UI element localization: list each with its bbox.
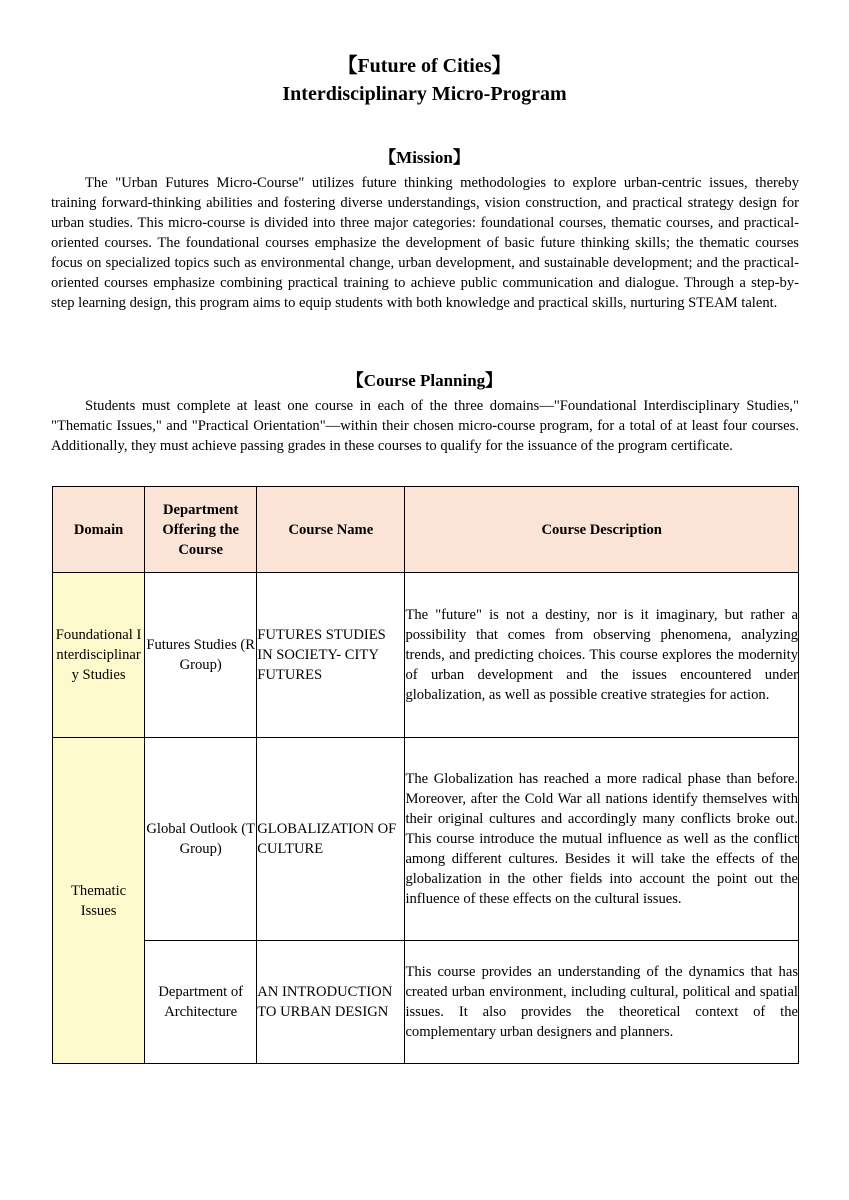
course-planning-heading: 【Course Planning】 [346, 371, 503, 390]
department-cell: Department of Architecture [145, 941, 257, 1064]
header-course-name: Course Name [257, 487, 405, 573]
course-name-cell: FUTURES STUDIES IN SOCIETY- CITY FUTURES [257, 573, 405, 738]
table-header-row [53, 487, 799, 573]
course-description-cell: The "future" is not a destiny, nor is it imaginary, but rather a possibility that comes from observing phenomena, analyzing trends, and predicting choices. This course explores the modernity of urban development and the issues encountered under globalization, as well as possible creative strategies for action. [405, 573, 799, 738]
course-table [52, 486, 799, 1064]
document-subtitle: Interdisciplinary Micro-Program [282, 83, 567, 105]
table-row [53, 941, 799, 1064]
mission-paragraph: The "Urban Futures Micro-Course" utilizes future thinking methodologies to explore urban-centric issues, thereby training forward-thinking abilities and fostering diverse understandings, vision construction, and practical strategy design for urban studies. This micro-course is divided into three major categories: foundational courses, thematic courses, and practical-oriented courses. The foundational courses emphasize the development of basic future thinking skills; the thematic courses focus on specialized topics such as environmental change, urban development, and sustainable development; and the practical-oriented courses emphasize combining practical training to achieve public communication and dialogue. Through a step-by-step learning design, this program aims to equip students with both knowledge and practical skills, nurturing STEAM talent. [51, 175, 799, 311]
course-description-cell: The Globalization has reached a more radical phase than before. Moreover, after the Cold War all nations identify themselves with their original cultures and accordingly many conflicts broke out. This course introduce the mutual influence as well as the conflict among different cultures. Besides it will take the effects of the globalization in the other fields into account the point out the influence of these effects on the cultural issues. [405, 738, 799, 941]
department-cell: Global Outlook (T Group) [145, 738, 257, 941]
domain-cell-foundational: Foundational Interdisciplinary Studies [53, 573, 145, 738]
mission-heading: 【Mission】 [379, 148, 470, 167]
course-name-cell: GLOBALIZATION OF CULTURE [257, 738, 405, 941]
header-department: Department Offering the Course [145, 487, 257, 573]
table-row [53, 738, 799, 941]
department-cell: Futures Studies (R Group) [145, 573, 257, 738]
course-name-cell: AN INTRODUCTION TO URBAN DESIGN [257, 941, 405, 1064]
domain-cell-thematic: Thematic Issues [53, 738, 145, 1064]
header-domain: Domain [53, 487, 145, 573]
document-title: 【Future of Cities】 [337, 55, 512, 77]
header-course-description: Course Description [405, 487, 799, 573]
course-description-cell: This course provides an understanding of the dynamics that has created urban environment, including cultural, political and spatial issues. It also provides the theoretical context of the complementary urban designers and planners. [405, 941, 799, 1064]
table-row [53, 573, 799, 738]
course-planning-paragraph: Students must complete at least one course in each of the three domains—"Foundational Interdisciplinary Studies," "Thematic Issues," and "Practical Orientation"—within their chosen micro-course program, for a total of at least four courses. Additionally, they must achieve passing grades in these courses to qualify for the issuance of the program certificate. [51, 398, 799, 454]
